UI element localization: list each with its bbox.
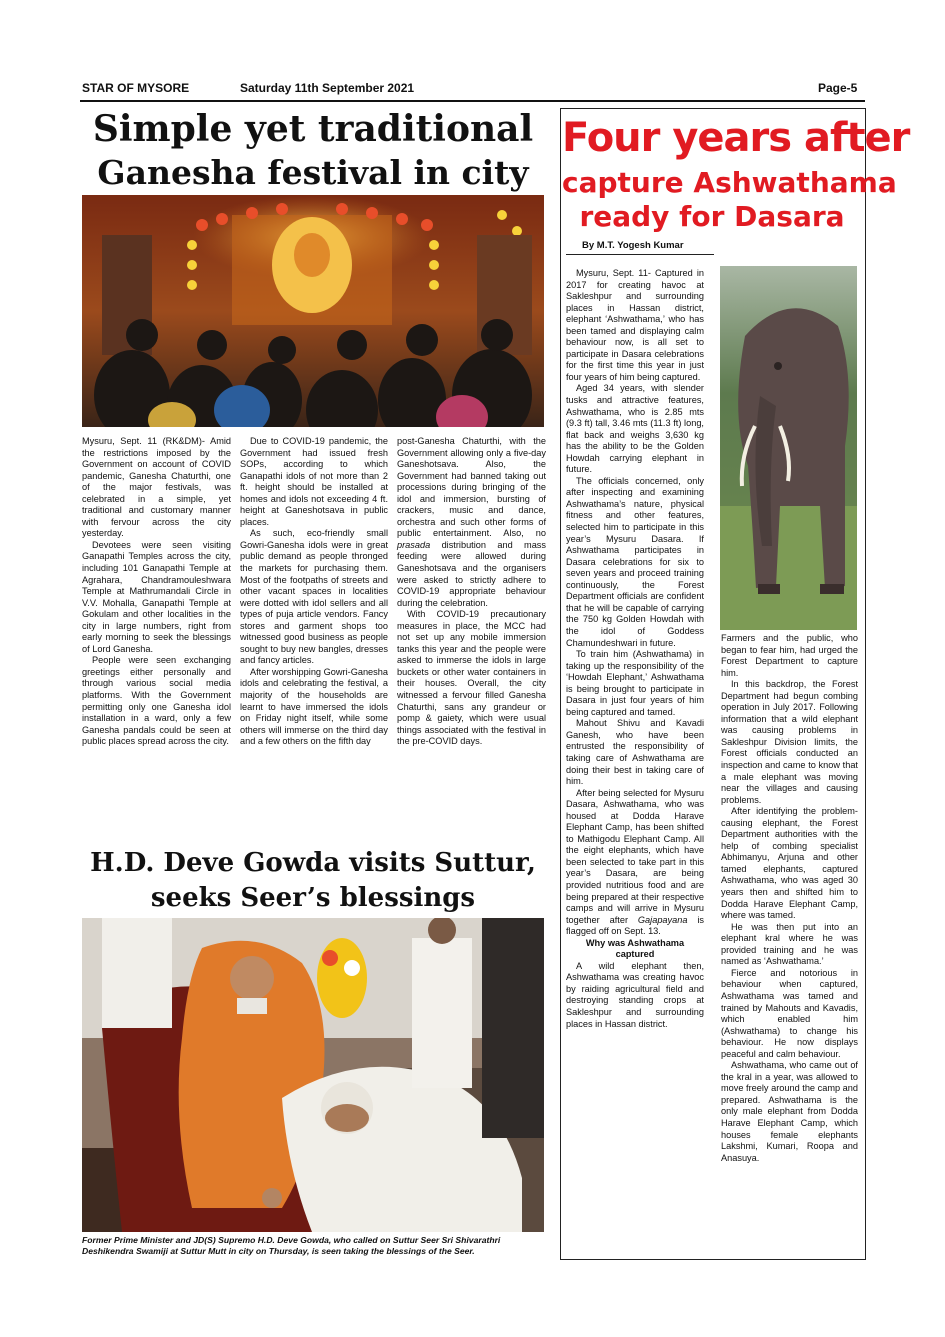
- article3-col2-para: In this backdrop, the Forest Department had begun combing operation in July 2017. Following information that a wild elephant was causing problems in Sakleshpur Division limits, the Forest officials conducted an inspection and came to know that a male elephant was moving near the villages and causing problems.: [721, 679, 858, 805]
- article3-col2-para: He was then put into an elephant kral where he was provided training and he was named as ‘Ashwathama.’: [721, 921, 858, 967]
- article3-col2-para: Ashwathama, who came out of the kral in a year, was allowed to move freely around the camp and prepared. Ashwathama is the only male elephant from Dodda Harave Elephant Camp, which houses female elephants Lakshmi, Kumari, Roopa and Anasuya.: [721, 1060, 858, 1163]
- article3-headline-line1: Four years after: [562, 115, 910, 161]
- article3-col1-para: Mysuru, Sept. 11- Captured in 2017 for creating havoc at Sakleshpur and surrounding places in Hassan district, elephant ‘Ashwathama,’ who has been tamed and displaying calm behaviour now, is all set to participate in Dasara celebrations for the first time this year in just four years of him being captured.: [566, 268, 704, 382]
- article2-headline-line1: H.D. Deve Gowda visits Suttur,: [90, 848, 536, 878]
- article1-col2-para: Due to COVID-19 pandemic, the Government had issued fresh SOPs, according to which Ganapathi idols of not more than 2 ft. height should be installed at homes and idols not exceeding 4 ft. height at Ganeshotsava in public places.: [240, 436, 388, 527]
- article3-column-1: [566, 268, 704, 1030]
- temple-crowd-illustration: [82, 195, 544, 427]
- article1-col1-para: People were seen exchanging greetings either personally and through various social media platforms. With the Government permitting only one Ganesha idol installation in a ward, only a few Ganesha pandals could be seen at public places spread across the city.: [82, 655, 231, 747]
- article3-subhead: Why was Ashwathama captured: [585, 937, 685, 960]
- article3-col1-para: A wild elephant then, Ashwathama was creating havoc by raiding agricultural field and destroying standing crops at Sakleshpur and surrounding places in Hassan district.: [566, 960, 704, 1029]
- article1-headline-line1: Simple yet traditional: [92, 108, 534, 150]
- article3-col1-text: is flagged off on Sept. 13.: [566, 914, 705, 937]
- article3-col2-para: Farmers and the public, who began to fear him, had urged the Forest Department to capture him.: [721, 633, 858, 678]
- article1-col3-text: post-Ganesha Chaturthi, with the Government allowing only a five-day Ganeshotsava. Also, the Government had banned taking out processions during bringing of the idol and immersion, bursting of crackers, music and dance, orchestra and such other forms of public entertainment. Also, no: [397, 436, 546, 539]
- article3-col2-para: After identifying the problem-causing elephant, the Forest Department authorities with the help of combing specialist Abhimanyu, Arjuna and other tamed elephants, captured Ashwathama, who was aged 30 years then and shifted him to Dodda Harave Elephant Camp, where was tamed.: [721, 806, 858, 921]
- article1-col1-para: Mysuru, Sept. 11 (RK&DM)- Amid the restrictions imposed by the Government on account of COVID pandemic, Ganesha Chaturthi, one of the major festivals, was celebrated in a simple, yet traditional and customary manner with fervour across the city yesterday.: [82, 436, 231, 539]
- article3-byline: By M.T. Yogesh Kumar: [582, 240, 684, 251]
- article1-headline-line2: Ganesha festival in city: [97, 153, 529, 192]
- article1-col2-para: After worshipping Gowri-Ganesha idols and celebrating the festival, a majority of the households are learnt to have immersed the idols on Friday night itself, while some others will immerse on the third day and a few others on the fifth day: [240, 666, 388, 747]
- elephant-illustration: [720, 266, 857, 630]
- article3-col1-para: The officials concerned, only after inspecting and examining Ashwathama’s nature, physical fitness and other features, selected him to participate in this year’s Mysuru Dasara. If Ashwathama participates in Dasara celebrations for six to seven years and proceed training continuously, the Forest Department officials are confident that he will be capable of carrying the 750 kg Golden Howdah with the idol of Goddess Chamundeshwari in future.: [566, 475, 704, 648]
- seer-blessing-illustration: [82, 918, 544, 1232]
- article3-col1-para: Mahout Shivu and Kavadi Ganesh, who have been entrusted the responsibility of taking care of Ashwathama are doing their best in taking care of him.: [566, 718, 704, 787]
- elephant-photo: [720, 266, 857, 630]
- article1-column-3: [397, 436, 546, 748]
- article3-col1-text: After being selected for Mysuru Dasara, Ashwathama, who was housed at Dodda Harave Elephant Camp, has been shifted to Mathigodu Elephant Camp. All the eight elephants, which have been selected to take part in this year’s Dasara, are being provided nutritious food and are being prepared at their respective camps and will arrive in Mysuru together after: [566, 787, 704, 925]
- article1-col3-text: distribution and mass feeding were allowed during Ganeshotsava and the organisers were asked to strictly adhere to COVID-19 appropriate behaviour during the celebration.: [397, 539, 546, 608]
- article1-col3-para: [397, 436, 546, 609]
- temple-crowd-photo: [82, 195, 544, 427]
- page-number: Page-5: [818, 81, 858, 95]
- header-rule: [80, 100, 865, 102]
- article1-column-1: [82, 436, 231, 748]
- article2-headline-line2: seeks Seer’s blessings: [150, 883, 476, 913]
- article3-col1-para: To train him (Ashwathama) in taking up the responsibility of the ‘Howdah Elephant,’ Ashwathama is being brought to participate in Dasara in just four years of him being captured and tamed.: [566, 649, 704, 717]
- article1-col3-para: With COVID-19 precautionary measures in place, the MCC had not set up any mobile immersion tanks this year and the people were asked to immerse the idols in large buckets or other water containers in their houses. Overall, the city witnessed a fervour filled Ganesha Chaturthi, sans any grandeur or pomp & gaiety, which were usual things associated with the festival in the pre-COVID days.: [397, 609, 546, 747]
- article1-col2-para: As such, eco-friendly small Gowri-Ganesha idols were in great public demand as people thronged the markets for purchasing them. Most of the footpaths of streets and other vacant spaces in localities were dotted with idol sellers and all types of puja article vendors. Fancy stores and garment shops too witnessed good business as people sought to buy new bangles, dresses and fancy articles.: [240, 528, 388, 666]
- article1-col3-italic: prasada: [397, 539, 431, 550]
- article3-col1-para: [566, 788, 704, 938]
- article2-photo-caption: Former Prime Minister and JD(S) Supremo H.D. Deve Gowda, who called on Suttur Seer Sri Shivarathri Deshikendra Swamiji at Suttur Mutt in city on Thursday, is seen taking the blessings of the Seer.: [82, 1235, 501, 1256]
- issue-date: Saturday 11th September 2021: [240, 81, 415, 95]
- newspaper-name: STAR OF MYSORE: [82, 81, 190, 95]
- byline-rule: [566, 254, 714, 255]
- seer-blessing-photo: [82, 918, 544, 1232]
- article1-column-2: [240, 436, 388, 748]
- article3-col1-para: Aged 34 years, with slender tusks and attractive features, Ashwathama, who is 2.85 mts (9.3 ft) tall, 3.46 mts (11.3 ft) long, flat back and weighs 3,630 kg has the ability to be the Golden Howdah carrying elephant in future.: [566, 383, 704, 475]
- article3-col1-italic: Gajapayana: [637, 914, 688, 925]
- article3-col2-para: Fierce and notorious in behaviour when captured, Ashwathama was tamed and trained by Mahouts and Kavadis, which enabled him (Ashwathama) to change his behaviour. He now displays peaceful and calm behaviour.: [721, 967, 858, 1059]
- article3-headline-line3: ready for Dasara: [579, 200, 845, 233]
- article3-headline-line2: capture Ashwathama: [562, 166, 897, 199]
- article3-column-2: [721, 633, 858, 1164]
- article1-col1-para: Devotees were seen visiting Ganapathi Temples across the city, including 101 Ganapathi Temple at Agrahara, Chandramouleshwara Temple at Mathrumandali Circle in V.V. Mohalla, Ganapathi Temple at Gokulam and other localities in the city in large numbers, right from early morning to seek the blessings of Lord Ganesha.: [82, 539, 231, 654]
